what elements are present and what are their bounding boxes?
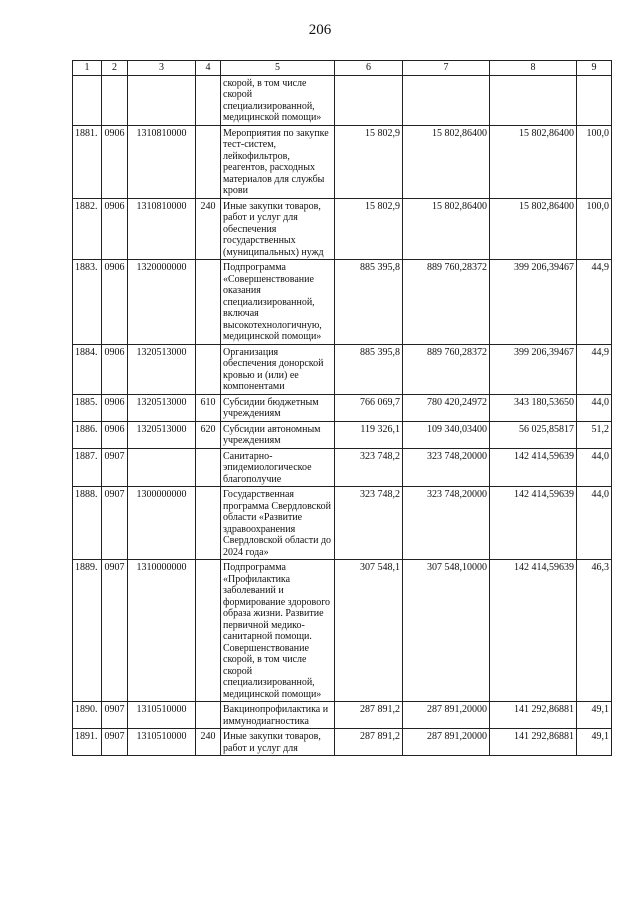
column-header: 9: [577, 61, 612, 76]
row-number: 1884.: [73, 344, 102, 394]
executed-amount: [490, 75, 577, 125]
section-code: 0906: [102, 260, 128, 345]
expense-type-code: 240: [196, 198, 221, 260]
section-code: 0906: [102, 125, 128, 198]
planned-amount: 15 802,9: [335, 125, 403, 198]
refined-amount: 889 760,28372: [403, 260, 490, 345]
item-name: Субсидии бюджетным учреждениям: [221, 394, 335, 421]
target-item-code: [128, 448, 196, 487]
table-row: [73, 487, 612, 560]
execution-percent: 49,1: [577, 702, 612, 729]
target-item-code: 1310810000: [128, 125, 196, 198]
refined-amount: 287 891,20000: [403, 702, 490, 729]
table-row: [73, 198, 612, 260]
section-code: 0906: [102, 198, 128, 260]
expense-type-code: [196, 560, 221, 702]
column-header: 4: [196, 61, 221, 76]
row-number: 1888.: [73, 487, 102, 560]
target-item-code: 1310000000: [128, 560, 196, 702]
refined-amount: 15 802,86400: [403, 198, 490, 260]
executed-amount: 142 414,59639: [490, 560, 577, 702]
row-number: 1891.: [73, 729, 102, 756]
planned-amount: 119 326,1: [335, 421, 403, 448]
executed-amount: 399 206,39467: [490, 260, 577, 345]
executed-amount: 142 414,59639: [490, 487, 577, 560]
item-name: Государственная программа Свердловской области «Развитие здравоохранения Свердловской области до 2024 года»: [221, 487, 335, 560]
refined-amount: 323 748,20000: [403, 487, 490, 560]
column-header: 8: [490, 61, 577, 76]
expense-type-code: 620: [196, 421, 221, 448]
executed-amount: 15 802,86400: [490, 125, 577, 198]
planned-amount: 323 748,2: [335, 487, 403, 560]
row-number: 1881.: [73, 125, 102, 198]
executed-amount: 56 025,85817: [490, 421, 577, 448]
budget-table: [72, 60, 612, 756]
expense-type-code: [196, 344, 221, 394]
planned-amount: 885 395,8: [335, 344, 403, 394]
target-item-code: 1310810000: [128, 198, 196, 260]
table-row: [73, 448, 612, 487]
row-number: 1883.: [73, 260, 102, 345]
executed-amount: 343 180,53650: [490, 394, 577, 421]
executed-amount: 142 414,59639: [490, 448, 577, 487]
table-row: [73, 125, 612, 198]
target-item-code: 1310510000: [128, 702, 196, 729]
expense-type-code: 610: [196, 394, 221, 421]
execution-percent: 100,0: [577, 125, 612, 198]
planned-amount: 885 395,8: [335, 260, 403, 345]
section-code: 0906: [102, 421, 128, 448]
expense-type-code: [196, 448, 221, 487]
executed-amount: 15 802,86400: [490, 198, 577, 260]
row-number: 1887.: [73, 448, 102, 487]
expense-type-code: [196, 75, 221, 125]
execution-percent: 44,0: [577, 448, 612, 487]
refined-amount: 323 748,20000: [403, 448, 490, 487]
expense-type-code: [196, 125, 221, 198]
table-row: [73, 560, 612, 702]
item-name: Санитарно-эпидемиологическое благополучие: [221, 448, 335, 487]
row-number: [73, 75, 102, 125]
item-name: Вакцинопрофилактика и иммунодиагностика: [221, 702, 335, 729]
row-number: 1890.: [73, 702, 102, 729]
planned-amount: 766 069,7: [335, 394, 403, 421]
target-item-code: [128, 75, 196, 125]
execution-percent: 49,1: [577, 729, 612, 756]
execution-percent: 44,0: [577, 487, 612, 560]
refined-amount: 780 420,24972: [403, 394, 490, 421]
target-item-code: 1320513000: [128, 394, 196, 421]
planned-amount: 287 891,2: [335, 729, 403, 756]
column-header: 2: [102, 61, 128, 76]
item-name: Подпрограмма «Совершенствование оказания специализированной, включая высокотехнологичную, медицинской помощи»: [221, 260, 335, 345]
section-code: 0906: [102, 394, 128, 421]
section-code: 0907: [102, 702, 128, 729]
column-header: 5: [221, 61, 335, 76]
target-item-code: 1320513000: [128, 344, 196, 394]
target-item-code: 1320513000: [128, 421, 196, 448]
column-header: 7: [403, 61, 490, 76]
column-header: 3: [128, 61, 196, 76]
table-row: [73, 702, 612, 729]
item-name: скорой, в том числе скорой специализированной, медицинской помощи»: [221, 75, 335, 125]
refined-amount: 307 548,10000: [403, 560, 490, 702]
expense-type-code: [196, 487, 221, 560]
refined-amount: [403, 75, 490, 125]
execution-percent: 51,2: [577, 421, 612, 448]
expense-type-code: 240: [196, 729, 221, 756]
table-row: [73, 421, 612, 448]
column-header: 6: [335, 61, 403, 76]
row-number: 1889.: [73, 560, 102, 702]
executed-amount: 141 292,86881: [490, 729, 577, 756]
refined-amount: 287 891,20000: [403, 729, 490, 756]
row-number: 1882.: [73, 198, 102, 260]
row-number: 1885.: [73, 394, 102, 421]
execution-percent: 44,0: [577, 394, 612, 421]
item-name: Иные закупки товаров, работ и услуг для обеспечения государственных (муниципальных) нужд: [221, 198, 335, 260]
execution-percent: 44,9: [577, 344, 612, 394]
planned-amount: [335, 75, 403, 125]
item-name: Иные закупки товаров, работ и услуг для: [221, 729, 335, 756]
planned-amount: 15 802,9: [335, 198, 403, 260]
executed-amount: 399 206,39467: [490, 344, 577, 394]
column-header: 1: [73, 61, 102, 76]
refined-amount: 109 340,03400: [403, 421, 490, 448]
section-code: [102, 75, 128, 125]
table-row: [73, 729, 612, 756]
row-number: 1886.: [73, 421, 102, 448]
expense-type-code: [196, 702, 221, 729]
table-row: [73, 394, 612, 421]
page-number: 206: [308, 22, 332, 38]
item-name: Мероприятия по закупке тест-систем, лейкофильтров, реагентов, расходных материалов для службы крови: [221, 125, 335, 198]
target-item-code: 1320000000: [128, 260, 196, 345]
target-item-code: 1300000000: [128, 487, 196, 560]
column-header-row: [73, 61, 612, 76]
table-row: [73, 75, 612, 125]
execution-percent: [577, 75, 612, 125]
refined-amount: 15 802,86400: [403, 125, 490, 198]
item-name: Организация обеспечения донорской кровью и (или) ее компонентами: [221, 344, 335, 394]
planned-amount: 287 891,2: [335, 702, 403, 729]
section-code: 0907: [102, 560, 128, 702]
refined-amount: 889 760,28372: [403, 344, 490, 394]
item-name: Субсидии автономным учреждениям: [221, 421, 335, 448]
execution-percent: 100,0: [577, 198, 612, 260]
table-row: [73, 344, 612, 394]
executed-amount: 141 292,86881: [490, 702, 577, 729]
section-code: 0907: [102, 448, 128, 487]
execution-percent: 44,9: [577, 260, 612, 345]
section-code: 0907: [102, 729, 128, 756]
target-item-code: 1310510000: [128, 729, 196, 756]
section-code: 0907: [102, 487, 128, 560]
planned-amount: 307 548,1: [335, 560, 403, 702]
item-name: Подпрограмма «Профилактика заболеваний и формирование здорового образа жизни. Развитие первичной медико-санитарной помощи. Совершенствование скорой, в том числе скорой специализированной, медицинской помощи»: [221, 560, 335, 702]
section-code: 0906: [102, 344, 128, 394]
planned-amount: 323 748,2: [335, 448, 403, 487]
table-body: [73, 75, 612, 756]
execution-percent: 46,3: [577, 560, 612, 702]
expense-type-code: [196, 260, 221, 345]
table-row: [73, 260, 612, 345]
